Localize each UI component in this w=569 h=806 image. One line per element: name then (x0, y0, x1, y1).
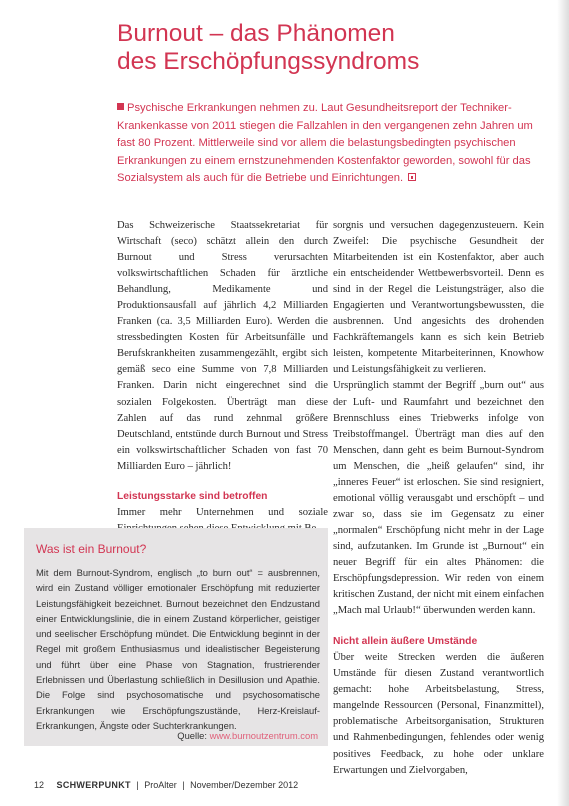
page-footer (34, 780, 298, 790)
article-title (117, 20, 537, 76)
right-paragraph-3: Über weite Strecken werden die äußeren Umstände für diesen Zustand verantwortlich gemacht: hohe Arbeitsbelastung, Stress, mangelnde Ressourcen (Personal, Finanzmittel), problematische Arbeitsorganisation, Strukturen und Rahmenbedingungen, fehlendes oder wenig positives Feedback, zu hohe oder unklare Erwartungen und Zielvorgaben, (333, 652, 544, 776)
issue-date: November/Dezember 2012 (190, 780, 299, 790)
magazine-name: ProAlter (144, 780, 177, 790)
right-column (333, 218, 544, 779)
section-name: SCHWERPUNKT (56, 780, 131, 790)
info-box-title: Was ist ein Burnout? (36, 542, 147, 556)
lead-paragraph (117, 100, 547, 188)
left-paragraph-2: Immer mehr Unternehmen und soziale (117, 506, 328, 518)
lead-text: Psychische Erkrankungen nehmen zu. Laut Gesundheitsreport der Techniker-Krankenkasse von 2011 stiegen die Fallzahlen in den vergangenen zehn Jahren um fast 80 Prozent. Mittlerweile sind vor allem die belastungsbedingten psychischen Erkrankungen zu einem ernstzunehmenden Kostenfaktor geworden, sowohl für das Sozialsystem als auch für die Betriebe und Einrichtungen. (117, 102, 533, 185)
left-column (117, 218, 328, 537)
article-title-line2: des Erschöpfungssyndroms (117, 48, 420, 75)
page-number: 12 (34, 780, 45, 790)
subheading-leistungsstarke: Leistungsstarke sind betroffen (117, 490, 268, 502)
info-box-text: Mit dem Burnout-Syndrom, englisch „to burn out“ = ausbrennen, wird ein Zustand völliger emotionaler Erschöpfung mit reduzierter Leistungsfähigkeit bezeichnet. Burnout bezeichnet den Endzustand einer Entwicklungslinie, die in einem Zustand körperlicher, geistiger und seelischer Erschöpfung mündet. Die Entwicklung beginnt in der Regel mit großem Enthusiasmus und idealistischer Begeisterung und führt über eine Phase von Stagnation, frustrierender Erlebnissen und Überlastung schließlich in Desillusion und Apathie. Die Folge sind psychosomatische und psychosomatische Erkrankungen wie Erschöpfungszustände, Herz-Kreislauf-Erkrankungen, Ängste oder Suchterkrankungen. (36, 567, 320, 731)
subheading-aeussere-umstaende: Nicht allein äußere Umstände (333, 636, 478, 648)
bullet-square-icon (117, 103, 124, 110)
footer-separator-1: | (136, 780, 139, 790)
article-title-line1: Burnout – das Phänomen (117, 20, 395, 47)
end-mark-icon (408, 173, 416, 181)
footer-separator-2: | (182, 780, 185, 790)
info-box-source (177, 730, 318, 741)
left-paragraph-1: Das Schweizerische Staatssekretariat für Wirtschaft (seco) schätzt allein den durch Burnout und Stress verursachten volkswirtschaftlichen Schaden für ärztliche Behandlung, Medikamente und Produktionsausfall auf jährlich 4,2 Milliarden Franken (ca. 3,5 Milliarden Euro). Werden die stressbedingten Kosten für Arbeitsunfälle und Berufskrankheiten zusammengezählt, ergibt sich gemäß seco eine Summe von 7,8 Milliarden Franken. Darin nicht eingerechnet sind die sozialen Folgekosten. Überträgt man diese Zahlen auf das rund zehnmal größere Deutschland, entstünde durch Burnout und Stress ein volkswirtschaftlicher Schaden von fast 70 Milliarden Euro – jährlich! (117, 220, 328, 472)
right-paragraph-1: sorgnis und versuchen dagegenzusteuern. Kein Zweifel: Die psychische Gesundheit der Mitarbeitenden ist ein Kostenfaktor, aber auch ein entscheidender Wettbewerbsvorteil. Denn es sind in der Regel die Leistungsträger, also die Engagierten und Verantwortungsbewussten, die ausbrennen. Und angesichts des drohenden Fachkräftemangels kann es sich kein Betrieb leisten, kompetente Mitarbeiterinnen, Knowhow und Leistungsfähigkeit zu verlieren. (333, 220, 544, 376)
right-paragraph-2: Ursprünglich stammt der Begriff „burn out“ aus der Luft- und Raumfahrt und bezeichnet den Brennschluss eines Triebwerks infolge von Treibstoffmangel. Überträgt man dies auf den Menschen, dann geht es beim Burnout-Syndrom um Menschen, die „heiß gelaufen“ sind, ihr „inneres Feuer“ ist erloschen. Sie sind resigniert, emotional völlig verausgabt und erschöpft – und zwar so, dass sie im Gegensatz zu einer „normalen“ Erschöpfung nicht mehr in der Lage sind, aufzutanken. Im Grunde ist „Burnout“ ein neuer Begriff für ein altes Phänomen: die Erschöpfungsdepression. Wir reden von einem kritischen Zustand, der nicht mit einem einfachen „Mach mal Urlaub!“ überwunden werden kann. (333, 380, 544, 617)
source-label: Quelle: (177, 730, 208, 741)
page-edge-shadow (557, 0, 569, 806)
source-link[interactable]: www.burnoutzentrum.com (209, 730, 318, 741)
info-box (24, 528, 328, 746)
